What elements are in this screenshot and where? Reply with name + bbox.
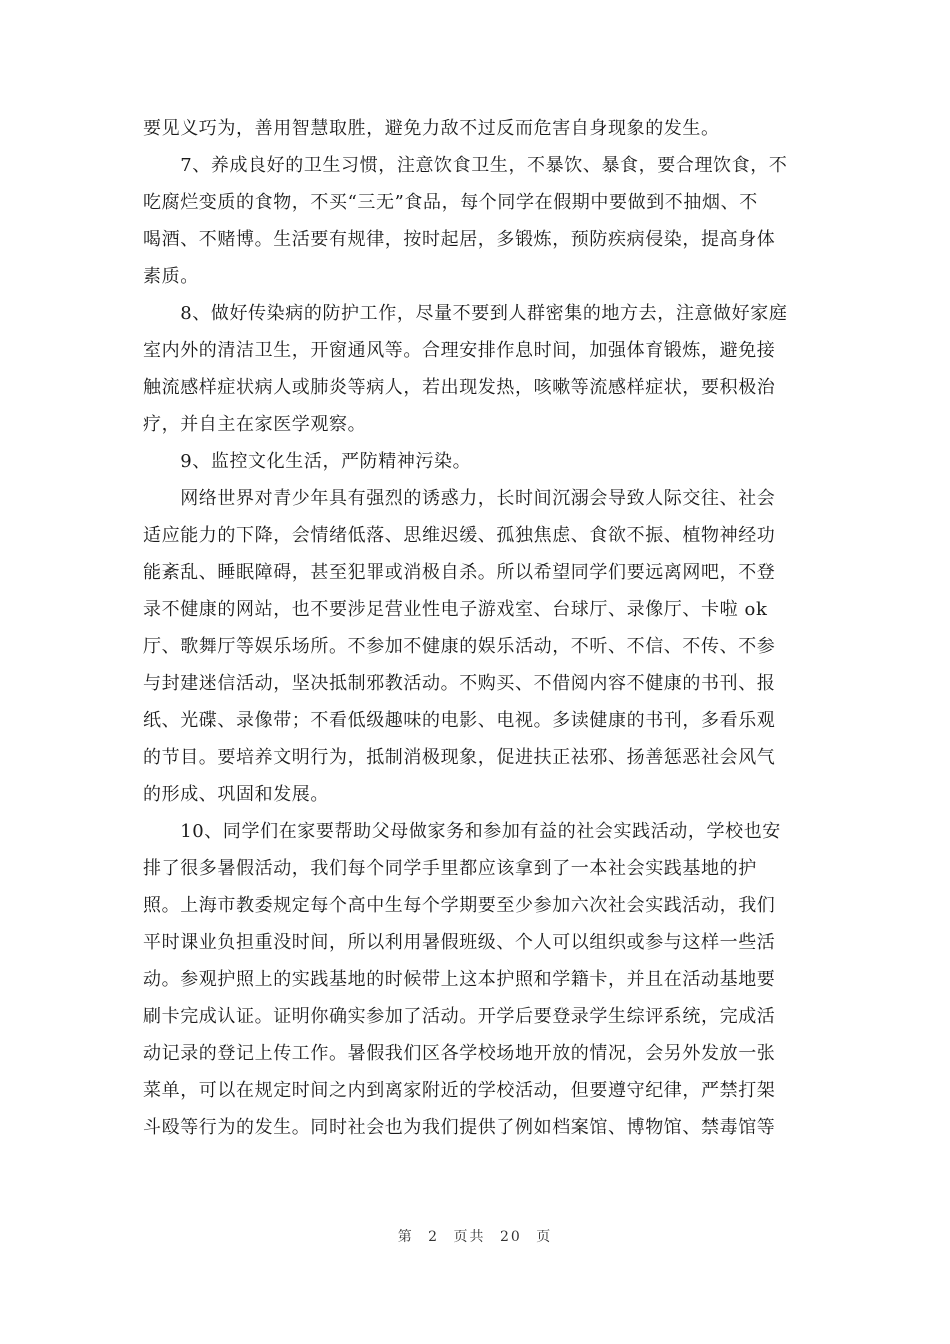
text-line: 10、同学们在家要帮助父母做家务和参加有益的社会实践活动，学校也安 [143,821,781,842]
text-line: 厅、歌舞厅等娱乐场所。不参加不健康的娱乐活动，不听、不信、不传、不参 [143,636,776,657]
text-line: 平时课业负担重没时间，所以利用暑假班级、个人可以组织或参与这样一些活 [143,932,776,953]
text-line: 疗，并自主在家医学观察。 [143,414,367,435]
text-line: 8、做好传染病的防护工作，尽量不要到人群密集的地方去，注意做好家庭 [143,303,788,324]
footer-suffix: 页 [536,1229,553,1245]
text-line: 适应能力的下降，会情绪低落、思维迟缓、孤独焦虑、食欲不振、植物神经功 [143,525,776,546]
page-number: 2 [428,1229,440,1245]
text-line: 照。上海市教委规定每个高中生每个学期要至少参加六次社会实践活动，我们 [143,895,776,916]
text-line: 与封建迷信活动，坚决抵制邪教活动。不购买、不借阅内容不健康的书刊、报 [143,673,776,694]
text-line: 能紊乱、睡眠障碍，甚至犯罪或消极自杀。所以希望同学们要远离网吧，不登 [143,562,776,583]
text-line: 刷卡完成认证。证明你确实参加了活动。开学后要登录学生综评系统，完成活 [143,1006,776,1027]
text-line: 素质。 [143,266,199,287]
page-footer [0,1226,950,1246]
page-total: 20 [500,1229,522,1245]
text-line: 的节目。要培养文明行为，抵制消极现象，促进扶正祛邪、扬善惩恶社会风气 [143,747,776,768]
text-line: 动。参观护照上的实践基地的时候带上这本护照和学籍卡，并且在活动基地要 [143,969,776,990]
text-line: 触流感样症状病人或肺炎等病人，若出现发热，咳嗽等流感样症状，要积极治 [143,377,776,398]
text-line: 要见义巧为，善用智慧取胜，避免力敌不过反而危害自身现象的发生。 [143,118,720,139]
text-line: 排了很多暑假活动，我们每个同学手里都应该拿到了一本社会实践基地的护 [143,858,757,879]
text-line: 纸、光碟、录像带；不看低级趣味的电影、电视。多读健康的书刊，多看乐观 [143,710,776,731]
text-line: 室内外的清洁卫生，开窗通风等。合理安排作息时间，加强体育锻炼，避免接 [143,340,776,361]
text-line: 网络世界对青少年具有强烈的诱惑力，长时间沉溺会导致人际交往、社会 [143,488,776,509]
footer-prefix: 第 [397,1229,414,1245]
text-line: 的形成、巩固和发展。 [143,784,329,805]
text-line: 录不健康的网站，也不要涉足营业性电子游戏室、台球厅、录像厅、卡啦 ok [143,599,768,620]
text-line: 9、监控文化生活，严防精神污染。 [143,451,472,472]
text-line: 动记录的登记上传工作。暑假我们区各学校场地开放的情况，会另外发放一张 [143,1043,776,1064]
text-line: 7、养成良好的卫生习惯，注意饮食卫生，不暴饮、暴食，要合理饮食，不 [143,155,788,176]
text-line: 斗殴等行为的发生。同时社会也为我们提供了例如档案馆、博物馆、禁毒馆等 [143,1117,776,1138]
footer-middle: 页共 [453,1229,486,1245]
text-line: 吃腐烂变质的食物，不买“三无”食品，每个同学在假期中要做到不抽烟、不 [143,192,758,213]
text-line: 喝酒、不赌博。生活要有规律，按时起居，多锻炼，预防疾病侵染，提高身体 [143,229,776,250]
document-body [143,110,806,1146]
text-line: 菜单，可以在规定时间之内到离家附近的学校活动，但要遵守纪律，严禁打架 [143,1080,776,1101]
